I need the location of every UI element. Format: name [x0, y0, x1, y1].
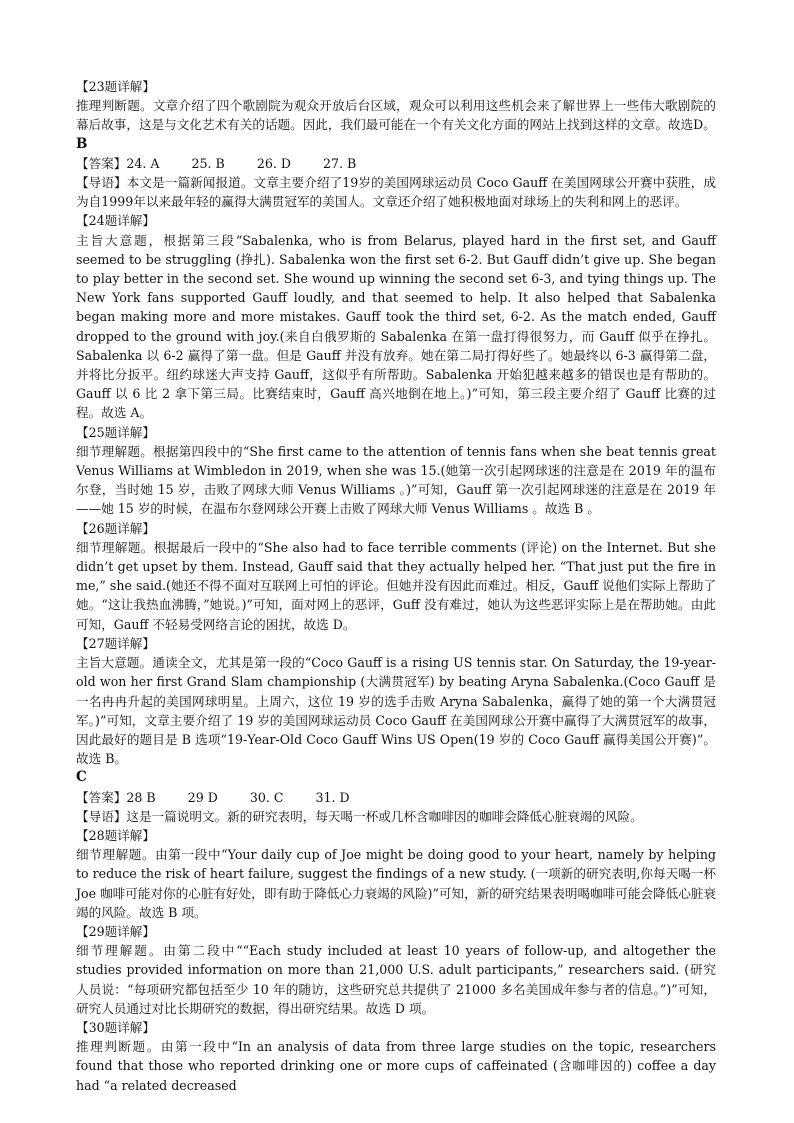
- answer-line: 【答案】24. A 25. B 26. D 27. B: [76, 155, 357, 171]
- question-heading: 【30题详解】: [76, 1019, 155, 1035]
- explanation-paragraph: 细节理解题。由第一段中“Your daily cup of Joe might be doing good to your heart, namely by helping to reduce the risk of heart failure, suggest the findings of a new study. (一项新的研究表明,你每天喝一杯 Joe 咖啡可能对你的心脏有好处，即有助于降低心力衰竭的风险)”可知，新的研究结果表明喝咖啡可能会降低心脏衰竭的风险。故选 B 项。: [76, 847, 716, 920]
- explanation-paragraph: 【导语】这是一篇说明文。新的研究表明，每天喝一杯或几杯含咖啡因的咖啡会降低心脏衰竭的风险。: [76, 808, 643, 824]
- question-heading: 【26题详解】: [76, 520, 155, 536]
- explanation-paragraph: 主旨大意题，根据第三段“Sabalenka, who is from Belarus, played hard in the first set, and Gauff seemed to be struggling (挣扎). Sabalenka won the first set 6-2. But Gauff didn’t give up. She began to play better in the second set. She wound up winning the second set 6-3, and tying things up. The New York fans supported Gauff loudly, and that seemed to help. It also helped that Sabalenka began making more and more mistakes. Gauff took the third set, 6-2. As the match ended, Gauff dropped to the ground with joy.(来自白俄罗斯的 Sabalenka 在第一盘打得很努力，而 Gauff 似乎在挣扎。Sabalenka 以 6-2 赢得了第一盘。但是 Gauff 并没有放弃。她在第二局打得好些了。她最终以 6-3 赢得第二盘，并将比分扳平。纽约球迷大声支持 Gauff，这似乎有所帮助。Sabalenka 开始犯越来越多的错误也是有帮助的。Gauff 以 6 比 2 拿下第三局。比赛结束时，Gauff 高兴地倒在地上。)”可知，第三段主要介绍了 Gauff 比赛的过程。故选 A。: [76, 232, 716, 421]
- explanation-paragraph: 细节理解题。根据最后一段中的“She also had to face terrible comments (评论) on the Internet. But she didn’t get upset by them. Instead, Gauff said that they actually helped her. “That just put the fire in me,” she said.(她还不得不面对互联网上可怕的评论。但她并没有因此而难过。相反，Gauff 说他们实际上帮助了她。“这让我热血沸腾，”她说。)”可知，面对网上的恶评，Guff 没有难过，她认为这些恶评实际上是在帮助她。由此可知，Gauff 不轻易受网络言论的困扰，故选 D。: [76, 539, 716, 632]
- explanation-paragraph: 细节理解题。根据第四段中的“She first came to the attention of tennis fans when she beat tennis great Venus Williams at Wimbledon in 2019, when she was 15.(她第一次引起网球迷的注意是在 2019 年的温布尔登，当时她 15 岁，击败了网球大师 Venus Williams 。)”可知，Gauff 第一次引起网球迷的注意是在 2019 年——她 15 岁的时候，在温布尔登网球公开赛上击败了网球大师 Venus Williams 。故选 B 。: [76, 443, 716, 517]
- explanation-paragraph: 推理判断题。由第一段中“In an analysis of data from three large studies on the topic, researchers found that those who reported drinking one or more cups of caffeinated (含咖啡因的) coffee a day had “a related decreased: [76, 1039, 716, 1093]
- question-heading: 【28题详解】: [76, 827, 155, 843]
- question-heading: 【27题详解】: [76, 635, 155, 651]
- answer-line: 【答案】28 B 29 D 30. C 31. D: [76, 789, 350, 805]
- question-heading: 【29题详解】: [76, 923, 155, 939]
- section-label: B: [76, 135, 88, 152]
- document-page: [76, 77, 716, 1095]
- explanation-paragraph: 推理判断题。文章介绍了四个歌剧院为观众开放后台区域，观众可以利用这些机会来了解世界上一些伟大歌剧院的幕后故事，这是与文化艺术有关的话题。因此，我们最可能在一个有关文化方面的网站上找到这样的文章。故选D。: [76, 98, 716, 133]
- section-label: C: [76, 769, 87, 786]
- question-heading: 【24题详解】: [76, 213, 155, 229]
- question-heading: 【23题详解】: [76, 79, 155, 94]
- question-heading: 【25题详解】: [76, 424, 155, 440]
- explanation-paragraph: 细节理解题。由第二段中““Each study included at least 10 years of follow-up, and altogether the studies provided information on more than 21,000 U.S. adult participants,” researchers said. (研究人员说：“每项研究都包括至少 10 年的随访，这些研究总共提供了 21000 多名美国成年参与者的信息。”)”可知，研究人员通过对比长期研究的数据，得出研究结果。故选 D 项。: [76, 943, 716, 1016]
- explanation-paragraph: 【导语】本文是一篇新闻报道。文章主要介绍了19岁的美国网球运动员 Coco Gauff 在美国网球公开赛中获胜，成为自1999年以来最年轻的赢得大满贯冠军的美国人。文章还介绍了她积极地面对球场上的失利和网上的恶评。: [76, 175, 716, 210]
- explanation-paragraph: 主旨大意题。通读全文，尤其是第一段的“Coco Gauff is a rising US tennis star. On Saturday, the 19-year-old won her first Grand Slam championship (大满贯冠军) by beating Aryna Sabalenka.(Coco Gauff 是一名冉冉升起的美国网球明星。上周六，这位 19 岁的选手击败 Aryna Sabalenka，赢得了她的第一个大满贯冠军。)”可知，文章主要介绍了 19 岁的美国网球运动员 Coco Gauff 在美国网球公开赛中赢得了大满贯冠军的故事，因此最好的题目是 B 选项“19-Year-Old Coco Gauff Wins US Open(19 岁的 Coco Gauff 赢得美国公开赛)”。故选 B。: [76, 655, 716, 767]
